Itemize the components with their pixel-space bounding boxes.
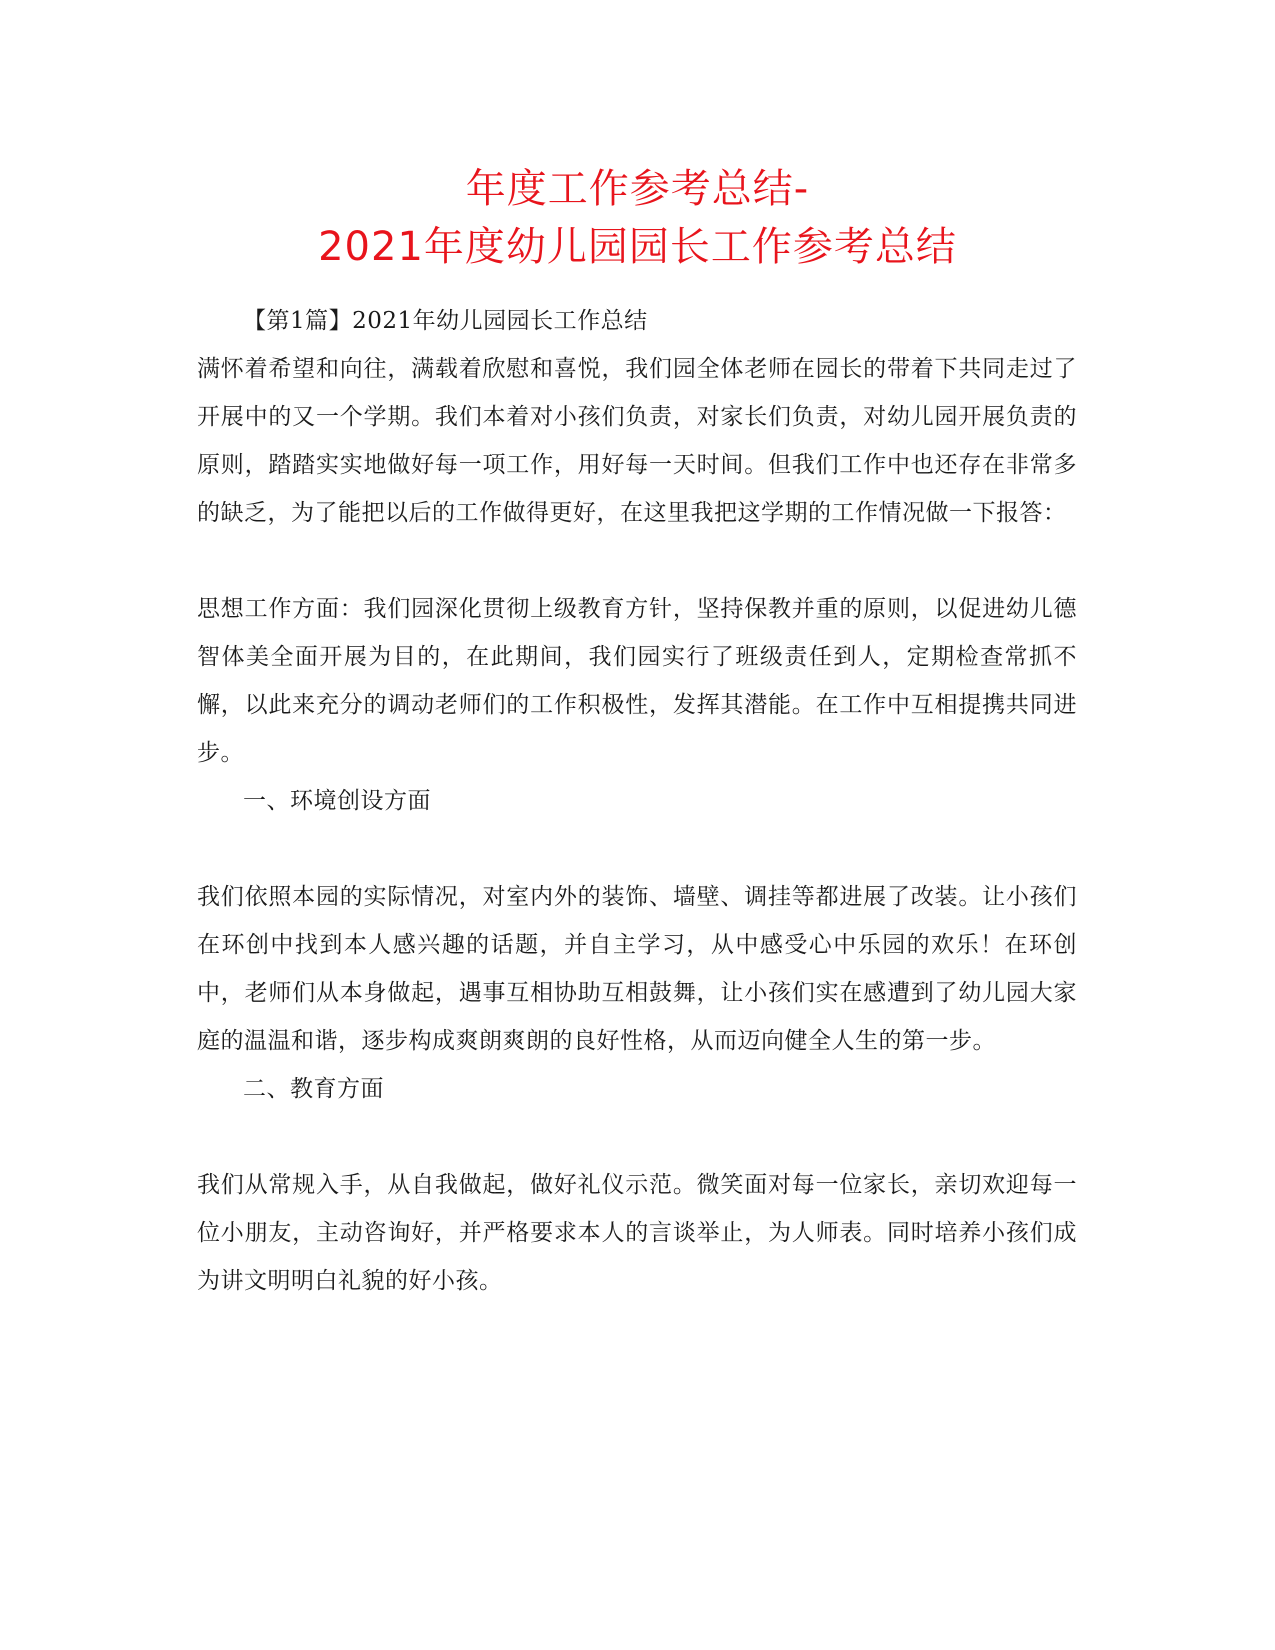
section-heading-education: 二、教育方面 <box>243 1076 384 1102</box>
paragraph-spacer <box>197 537 1077 585</box>
paragraph-spacer <box>197 825 1077 873</box>
title-line-2: 2021年度幼儿园园长工作参考总结 <box>318 224 957 270</box>
paragraph-education: 我们从常规入手，从自我做起，做好礼仪示范。微笑面对每一位家长，亲切欢迎每一位小朋友，主动咨询好，并严格要求本人的言谈举止，为人师表。同时培养小孩们成为讲文明明白礼貌的好小孩。 <box>197 1172 1077 1294</box>
document-body <box>197 297 1077 1305</box>
paragraph-environment: 我们依照本园的实际情况，对室内外的装饰、墙壁、调挂等都进展了改装。让小孩们在环创中找到本人感兴趣的话题，并自主学习，从中感受心中乐园的欢乐！在环创中，老师们从本身做起，遇事互相协助互相鼓舞，让小孩们实在感遭到了幼儿园大家庭的温温和谐，逐步构成爽朗爽朗的良好性格，从而迈向健全人生的第一步。 <box>197 884 1077 1054</box>
document-title <box>150 160 1125 276</box>
paragraph-spacer <box>197 1113 1077 1161</box>
section-heading-environment: 一、环境创设方面 <box>243 788 431 814</box>
article-heading: 【第1篇】2021年幼儿园园长工作总结 <box>243 308 648 334</box>
paragraph-intro: 满怀着希望和向往，满载着欣慰和喜悦，我们园全体老师在园长的带着下共同走过了开展中的又一个学期。我们本着对小孩们负责，对家长们负责，对幼儿园开展负责的原则，踏踏实实地做好每一项工作，用好每一天时间。但我们工作中也还存在非常多的缺乏，为了能把以后的工作做得更好，在这里我把这学期的工作情况做一下报答： <box>197 356 1077 526</box>
title-line-1: 年度工作参考总结- <box>465 166 810 212</box>
paragraph-ideology: 思想工作方面：我们园深化贯彻上级教育方针，坚持保教并重的原则，以促进幼儿德智体美全面开展为目的，在此期间，我们园实行了班级责任到人，定期检查常抓不懈，以此来充分的调动老师们的工作积极性，发挥其潜能。在工作中互相提携共同进步。 <box>197 596 1077 766</box>
